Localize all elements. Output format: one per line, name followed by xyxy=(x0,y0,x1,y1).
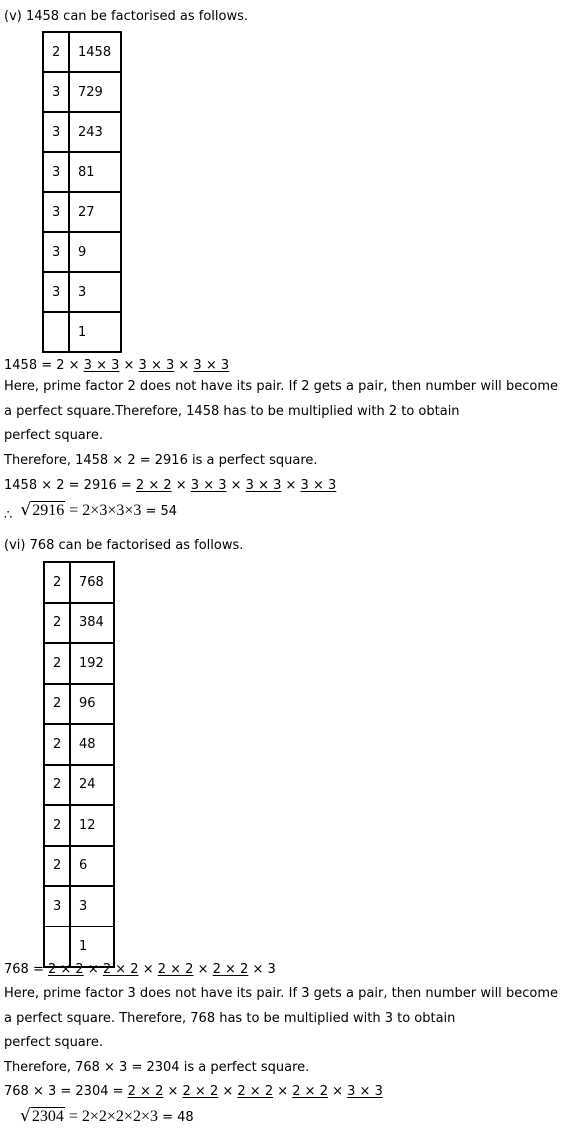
divisor-cell: 3 xyxy=(43,272,69,312)
divisor-cell: 2 xyxy=(44,805,70,846)
part-v-statement: Therefore, 1458 × 2 = 2916 is a perfect square. xyxy=(4,453,318,468)
part-vi-statement: Therefore, 768 × 3 = 2304 is a perfect square. xyxy=(4,1060,310,1075)
divisor-cell: 2 xyxy=(44,643,70,684)
factor-pair: 2 × 2 xyxy=(127,1084,164,1099)
factor-row xyxy=(43,272,121,312)
factor-pair: 2 × 2 xyxy=(157,962,194,977)
factor-row xyxy=(43,232,121,272)
factor-pair: 2 × 2 xyxy=(292,1084,328,1099)
divisor-cell xyxy=(44,927,70,968)
divisor-cell: 2 xyxy=(43,32,69,72)
therefore-symbol: ∴ xyxy=(4,508,13,523)
square-root-sign: √2304 xyxy=(20,1106,64,1126)
divisor-cell: 3 xyxy=(43,192,69,232)
factor-pair: 2 × 2 xyxy=(237,1084,274,1099)
divisor-cell: 3 xyxy=(43,152,69,192)
divisor-cell: 2 xyxy=(44,846,70,887)
divisor-cell: 2 xyxy=(44,724,70,765)
quotient-cell: 1458 xyxy=(69,32,121,72)
quotient-cell: 243 xyxy=(69,112,121,152)
factor-pair: 3 × 3 xyxy=(300,478,337,493)
factor-pair: 3 × 3 xyxy=(83,358,120,373)
factor-table-768 xyxy=(43,561,115,968)
quotient-cell: 9 xyxy=(69,232,121,272)
factor-row xyxy=(44,562,114,603)
divisor-cell: 3 xyxy=(43,112,69,152)
quotient-cell: 729 xyxy=(69,72,121,112)
factor-row xyxy=(44,927,114,968)
factor-row xyxy=(44,805,114,846)
factor-pair: 2 × 2 xyxy=(212,962,249,977)
part-vi-explanation: Here, prime factor 3 does not have its pair. If 3 gets a pair, then number will become a perfect square. Therefore, 768 has to be multiplied with 3 to obtain perfect square. xyxy=(4,986,558,1050)
quotient-cell: 27 xyxy=(69,192,121,232)
factor-row xyxy=(44,846,114,887)
divisor-cell: 3 xyxy=(44,886,70,927)
factor-table-1458 xyxy=(42,31,122,353)
factor-pair: 3 × 3 xyxy=(245,478,282,493)
factor-pair: 2 × 2 xyxy=(102,962,139,977)
factor-pair: 3 × 3 xyxy=(190,478,227,493)
factor-row xyxy=(44,684,114,725)
part-v-explanation: Here, prime factor 2 does not have its pair. If 2 gets a pair, then number will become a perfect square.Therefore, 1458 has to be multiplied with 2 to obtain perfect square. xyxy=(4,379,558,443)
part-vi-square-root: √2304 = 2×2×2×2×3 = 48 xyxy=(20,1106,194,1126)
factor-pair: 3 × 3 xyxy=(138,358,175,373)
factor-row xyxy=(44,724,114,765)
factor-row xyxy=(43,112,121,152)
quotient-cell: 48 xyxy=(70,724,114,765)
quotient-cell: 1 xyxy=(69,312,121,352)
quotient-cell: 24 xyxy=(70,765,114,806)
quotient-cell: 192 xyxy=(70,643,114,684)
factor-pair: 3 × 3 xyxy=(347,1084,383,1099)
quotient-cell: 96 xyxy=(70,684,114,725)
quotient-cell: 12 xyxy=(70,805,114,846)
divisor-cell: 2 xyxy=(44,684,70,725)
divisor-cell: 2 xyxy=(44,765,70,806)
divisor-cell: 2 xyxy=(44,562,70,603)
factor-row xyxy=(44,886,114,927)
factor-pair: 2 × 2 xyxy=(135,478,172,493)
factor-row xyxy=(44,643,114,684)
quotient-cell: 6 xyxy=(70,846,114,887)
quotient-cell: 3 xyxy=(70,886,114,927)
factor-pair: 2 × 2 xyxy=(182,1084,219,1099)
quotient-cell: 384 xyxy=(70,603,114,644)
quotient-cell: 3 xyxy=(69,272,121,312)
factor-row xyxy=(43,72,121,112)
factor-pair: 3 × 3 xyxy=(193,358,230,373)
part-vi-heading: (vi) 768 can be factorised as follows. xyxy=(4,538,244,553)
part-v-heading: (v) 1458 can be factorised as follows. xyxy=(4,9,249,24)
divisor-cell xyxy=(43,312,69,352)
part-v-product: 1458 × 2 = 2916 = 2 × 2 × 3 × 3 × 3 × 3 × 3 × 3 xyxy=(4,478,337,493)
factor-row xyxy=(43,32,121,72)
part-v-square-root: ∴ √2916 = 2×3×3×3 = 54 xyxy=(4,500,178,523)
factor-row xyxy=(44,603,114,644)
part-vi-factorization: 768 = 2 × 2 × 2 × 2 × 2 × 2 × 2 × 2 × 3 xyxy=(4,962,276,977)
divisor-cell: 2 xyxy=(44,603,70,644)
quotient-cell: 768 xyxy=(70,562,114,603)
divisor-cell: 3 xyxy=(43,72,69,112)
square-root-sign: √2916 xyxy=(20,500,65,520)
factor-row xyxy=(44,765,114,806)
quotient-cell: 81 xyxy=(69,152,121,192)
factor-pair: 2 × 2 xyxy=(47,962,84,977)
part-vi-product: 768 × 3 = 2304 = 2 × 2 × 2 × 2 × 2 × 2 × 2 × 2 × 3 × 3 xyxy=(4,1084,383,1099)
factor-row xyxy=(43,192,121,232)
factor-row xyxy=(43,152,121,192)
divisor-cell: 3 xyxy=(43,232,69,272)
factor-row xyxy=(43,312,121,352)
quotient-cell: 1 xyxy=(70,927,114,968)
part-v-factorization: 1458 = 2 × 3 × 3 × 3 × 3 × 3 × 3 xyxy=(4,358,230,373)
